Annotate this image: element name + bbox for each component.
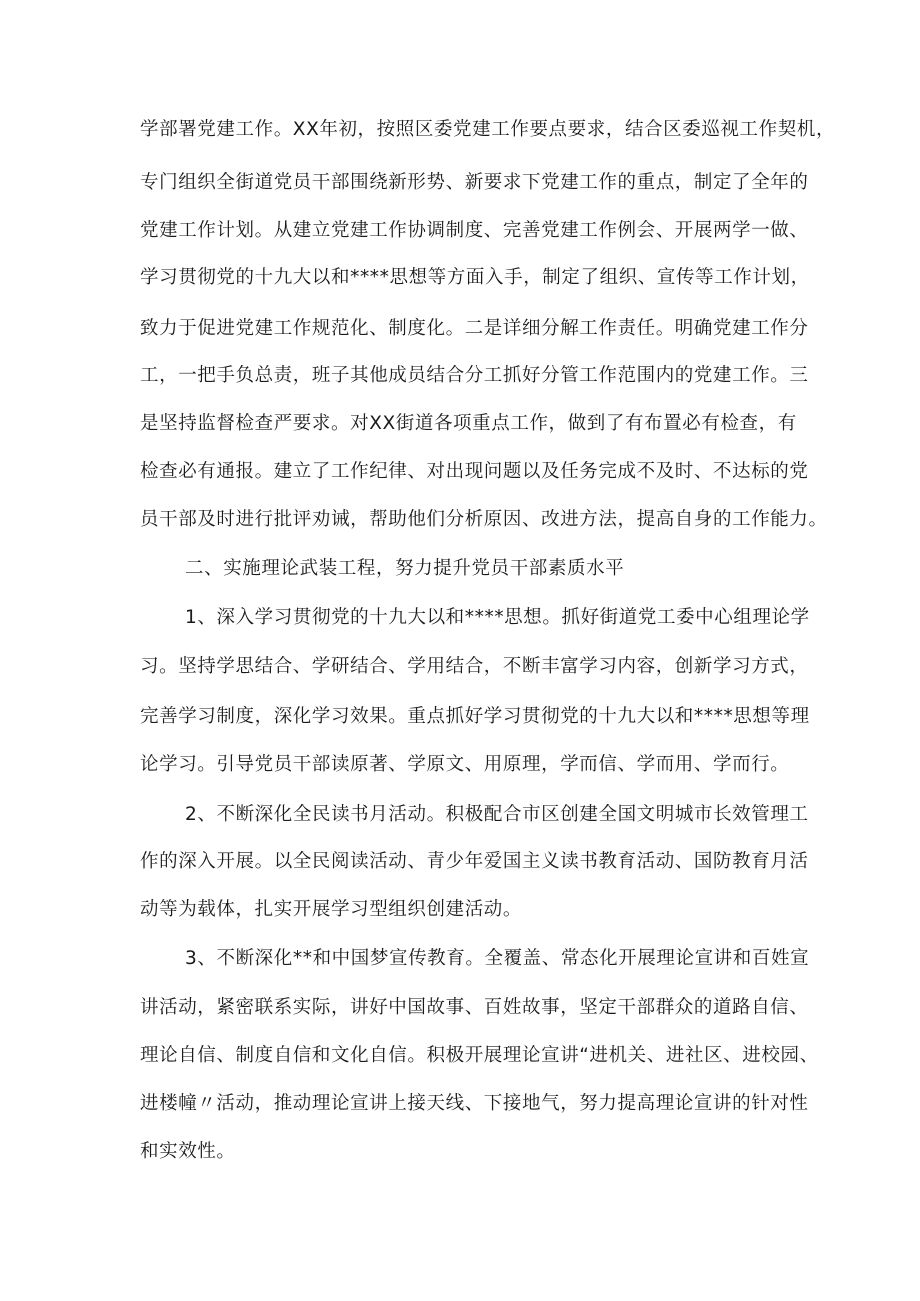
paragraph-line: 习。坚持学思结合、学研结合、学用结合，不断丰富学习内容，创新学习方式， — [140, 656, 809, 677]
paragraph-line: 理论自信、制度自信和文化自信。积极开展理论宣讲“进机关、进社区、进校园、 — [140, 1045, 819, 1066]
paragraph-line: 作的深入开展。以全民阅读活动、青少年爱国主义读书教育活动、国防教育月活 — [140, 851, 809, 872]
paragraph-line: 党建工作计划。从建立党建工作协调制度、完善党建工作例会、开展两学一做、 — [140, 220, 809, 241]
paragraph-line: 1、深入学习贯彻党的十九大以和****思想。抓好街道党工委中心组理论学 — [185, 607, 810, 628]
paragraph-line: 论学习。引导党员干部读原著、学原文、用原理，学而信、学而用、学而行。 — [140, 754, 790, 775]
paragraph-line: 讲活动，紧密联系实际，讲好中国故事、百姓故事，坚定干部群众的道路自信、 — [140, 997, 809, 1018]
paragraph-line: 和实效性。 — [140, 1141, 236, 1162]
paragraph-line: 员干部及时进行批评劝诫，帮助他们分析原因、改进方法，提高自身的工作能力。 — [140, 509, 828, 530]
paragraph-line: 学习贯彻党的十九大以和****思想等方面入手，制定了组织、宣传等工作计划， — [140, 267, 810, 288]
paragraph-line: 学部署党建工作。XX年初，按照区委党建工作要点要求，结合区委巡视工作契机， — [140, 119, 836, 140]
paragraph-line: 致力于促进党建工作规范化、制度化。二是详细分解工作责任。明确党建工作分 — [140, 318, 809, 339]
paragraph-line: 专门组织全街道党员干部围绕新形势、新要求下党建工作的重点，制定了全年的 — [140, 172, 809, 193]
section-heading: 二、实施理论武装工程，努力提升党员干部素质水平 — [185, 558, 625, 579]
paragraph-line: 3、不断深化**和中国梦宣传教育。全覆盖、常态化开展理论宣讲和百姓宣 — [185, 948, 810, 969]
paragraph-line: 完善学习制度，深化学习效果。重点抓好学习贯彻党的十九大以和****思想等理 — [140, 706, 810, 727]
paragraph-line: 进楼幢〃活动，推动理论宣讲上接天线、下接地气，努力提高理论宣讲的针对性 — [140, 1093, 809, 1114]
paragraph-line: 是坚持监督检查严要求。对XX街道各项重点工作，做到了有布置必有检查，有 — [140, 413, 797, 434]
paragraph-line: 2、不断深化全民读书月活动。积极配合市区创建全国文明城市长效管理工 — [185, 804, 809, 825]
paragraph-line: 检查必有通报。建立了工作纪律、对出现问题以及任务完成不及时、不达标的党 — [140, 461, 809, 482]
paragraph-line: 动等为载体，扎实开展学习型组织创建活动。 — [140, 899, 523, 920]
paragraph-line: 工，一把手负总责，班子其他成员结合分工抓好分管工作范围内的党建工作。三 — [140, 365, 809, 386]
